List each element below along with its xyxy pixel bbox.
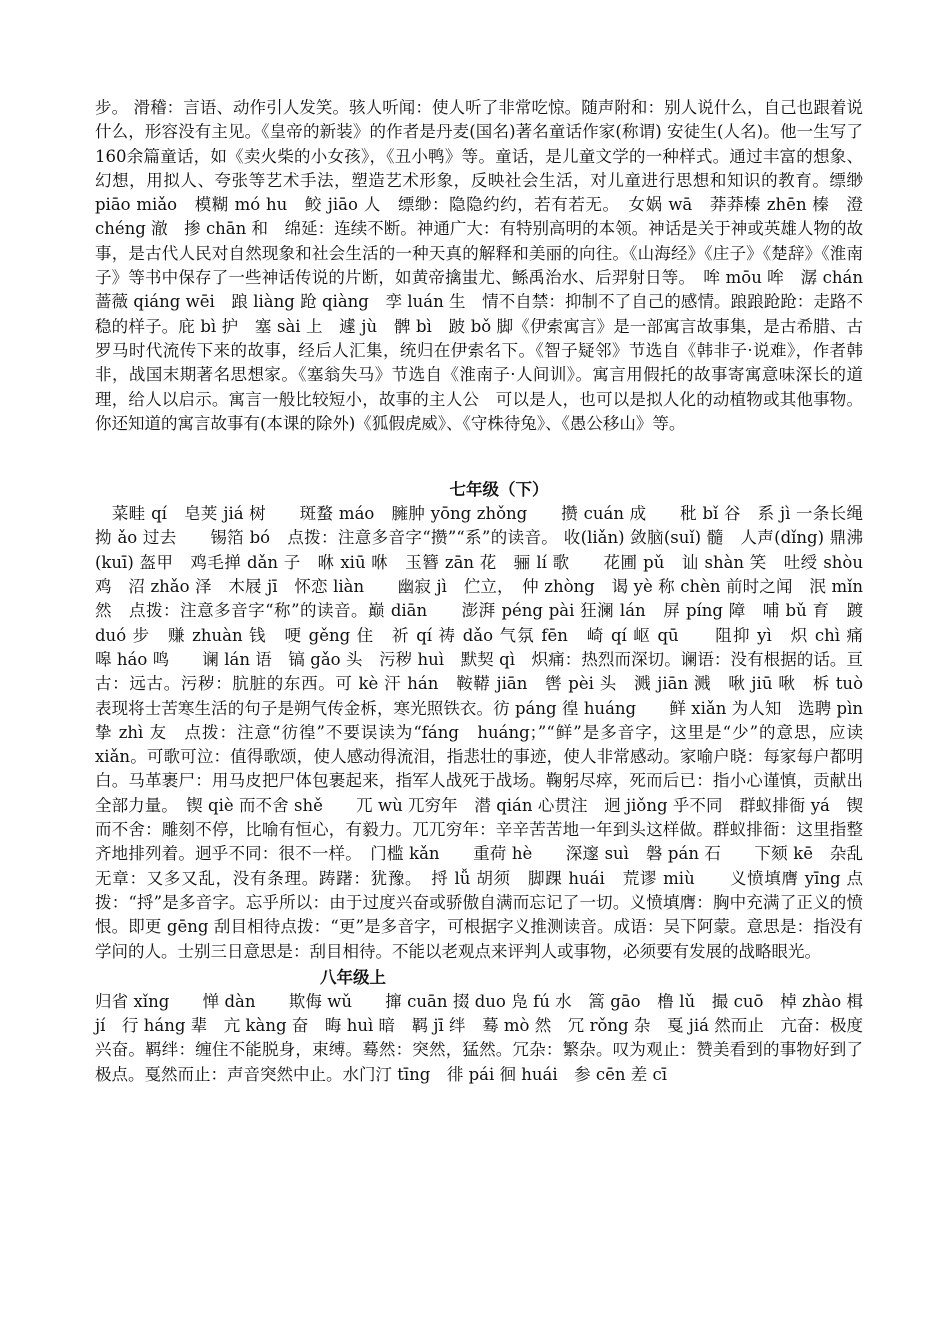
document-page (95, 96, 896, 1087)
grade8-paragraph: 归省 xǐng 惮 dàn 欺侮 wǔ 撺 cuān 掇 duo 凫 fú 水 篙 gāo 橹 lǔ 撮 cuō 棹 zhào 楫 jí 行 háng 辈 亢 kàng 奋 晦 huì 暗 羁 jī 绊 蓦 mò 然 冗 rǒng 杂 戛 jiá 然而止 亢奋：极度兴奋。羁绊：缠住不能脱身，束缚。蓦然：突然，猛然。冗杂：繁杂。叹为观止：赞美看到的事物好到了极点。戛然而止：声音突然中止。水门汀 tīng 徘 pái 徊 huái 参 cēn 差 cī (95, 991, 863, 1084)
intro-paragraph: 步。 滑稽：言语、动作引人发笑。骇人听闻：使人听了非常吃惊。随声附和：别人说什么，自己也跟着说什么，形容没有主见。《皇帝的新装》的作者是丹麦(国名)著名童话作家(称谓) 安徒生(人名)。他一生写了160余篇童话，如《卖火柴的小女孩》，《丑小鸭》等。童话，是儿童文学的一种样式。通过丰富的想象、幻想，用拟人、夸张等艺术手法，塑造艺术形象，反映社会生活，对儿童进行思想和知识的教育。缥缈 piāo miǎo 模糊 mó hu 鲛 jiāo 人 缥缈：隐隐约约，若有若无。 女娲 wā 莽莽榛 zhēn 榛 澄 chéng 澈 掺 chān 和 绵延：连续不断。神通广大：有特别高明的本领。神话是关于神或英雄人物的故事，是古代人民对自然现象和社会生活的一种天真的解释和美丽的向往。《山海经》《庄子》《楚辞》《淮南子》等书中保存了一些神话传说的片断，如黄帝擒蚩尤、鲧禹治水、后羿射日等。 哞 mōu 哞 潺 chán 蔷薇 qiáng wēi 踉 liàng 跄 qiàng 孪 luán 生 情不自禁：抑制不了自己的感情。踉踉跄跄：走路不稳的样子。庇 bì 护 塞 sài 上 遽 jù 髀 bì 跛 bǒ 脚《伊索寓言》是一部寓言故事集，是古希腊、古罗马时代流传下来的故事，经后人汇集，统归在伊索名下。《智子疑邻》节选自《韩非子·说难》，作者韩非，战国末期著名思想家。《塞翁失马》节选自《淮南子·人间训》。寓言用假托的故事寄寓意味深长的道理，给人以启示。寓言一般比较短小，故事的主人公 可以是人，也可以是拟人化的动植物或其他事物。你还知道的寓言故事有(本课的除外)《狐假虎威》、《守株待兔》、《愚公移山》等。 (95, 98, 880, 433)
grade7-heading: 七年级（下） (449, 480, 549, 500)
grade7-paragraph: 菜畦 qí 皂荚 jiá 树 斑蝥 máo 臃肿 yōng zhǒng 攒 cuán 成 秕 bǐ 谷 系 jì 一条长绳 拗 ǎo 过去 锡箔 bó 点拨：注意多音字“攒”“系”的读音。 收(liǎn) 敛脑(suǐ) 髓 人声(dǐng) 鼎沸(kuī) 盔甲 鸡毛掸 dǎn 子 咻 xiū 咻 玉簪 zān 花 骊 lí 歌 花圃 pǔ 讪 shàn 笑 吐绶 shòu 鸡 沼 zhǎo 泽 木屐 jī 怀恋 liàn 幽寂 jì 伫立， 仲 zhòng 谒 yè 称 chèn 前时之闻 泯 mǐn 然 点拨：注意多音字“称”的读音。巅 diān 澎湃 péng pài 狂澜 lán 屏 píng 障 哺 bǔ 育 踱 duó 步 赚 zhuàn 钱 哽 gěng 住 祈 qí 祷 dǎo 气氛 fēn 崎 qí 岖 qū 阻抑 yì 炽 chì 痛 嗥 háo 鸣 谰 lán 语 镐 gǎo 头 污秽 huì 默契 qì 炽痛：热烈而深切。谰语：没有根据的话。亘古：远古。污秽：肮脏的东西。可 kè 汗 hán 鞍鞯 jiān 辔 pèi 头 溅 jiān 溅 啾 jiū 啾 柝 tuò 表现将士苦寒生活的句子是朔气传金柝，寒光照铁衣。彷 páng 徨 huáng 鲜 xiǎn 为人知 选聘 pìn 挚 zhì 友 点拨：注意“彷徨”不要误读为“fáng huáng；”“鲜”是多音字，这里是“少”的意思，应读 xiǎn。可歌可泣：值得歌颂，使人感动得流泪，指悲壮的事迹，使人非常感动。家喻户晓：每家每户都明白。马革裹尸：用马皮把尸体包裹起来，指军人战死于战场。鞠躬尽瘁，死而后已：指小心谨慎，贡献出全部力量。 锲 qiè 而不舍 shě 兀 wù 兀穷年 潜 qián 心贯注 迥 jiǒng 乎不同 群蚁排衙 yá 锲而不舍：雕刻不停，比喻有恒心，有毅力。兀兀穷年：辛辛苦苦地一年到头这样做。群蚁排衙：这里指整齐地排列着。迥乎不同：很不一样。 门槛 kǎn 重荷 hè 深邃 suì 磐 pán 石 下颏 kē 杂乱无章：又多又乱，没有条理。踌躇：犹豫。 捋 lǚ 胡须 脚踝 huái 荒谬 miù 义愤填膺 yīng 点拨：“捋”是多音字。忘乎所以：由于过度兴奋或骄傲自满而忘记了一切。义愤填膺：胸中充满了正义的愤恨。即更 gēng 刮目相待点拨：“更”是多音字，可根据字义推测读音。成语：吴下阿蒙。意思是：指没有学问的人。士别三日意思是：刮目相待。不能以老观点来评判人或事物，必须要有发展的战略眼光。 (95, 504, 896, 961)
grade8-heading: 八年级上 (320, 967, 386, 987)
